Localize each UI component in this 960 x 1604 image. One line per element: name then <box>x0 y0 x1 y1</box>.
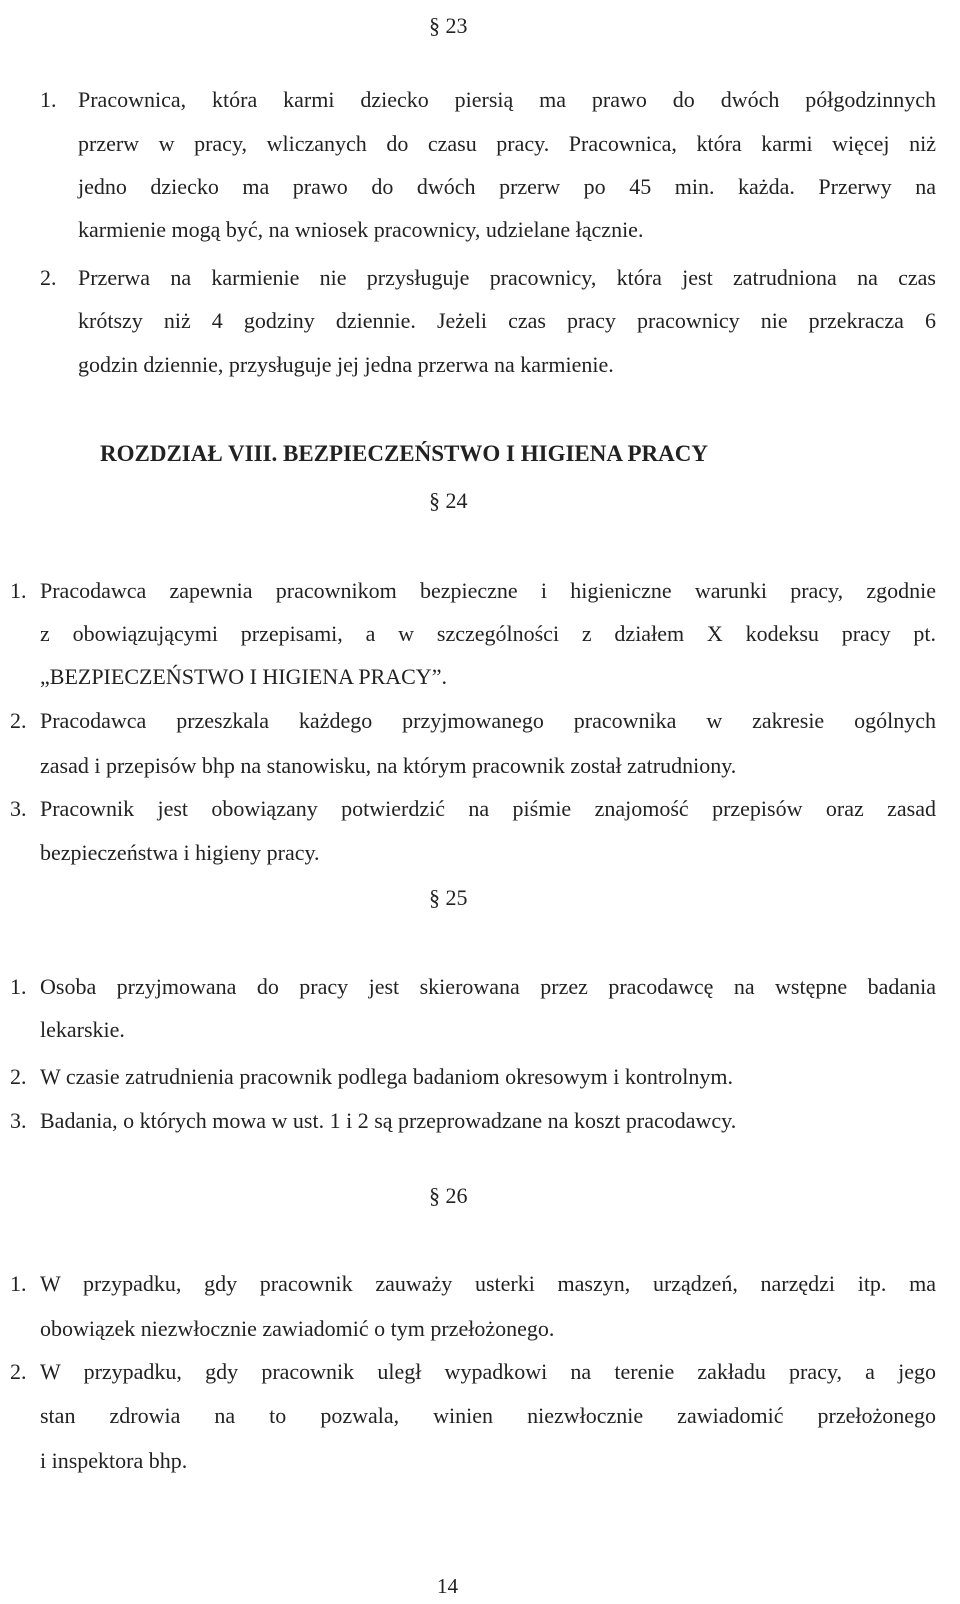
paragraph-line: W przypadku, gdy pracownik zauważy usterki maszyn, urządzeń, narzędzi itp. ma <box>40 1271 936 1296</box>
page-number: 14 <box>437 1574 458 1598</box>
paragraph-line: W czasie zatrudnienia pracownik podlega badaniom okresowym i kontrolnym. <box>40 1064 733 1089</box>
section-symbol: § 24 <box>429 488 468 513</box>
paragraph-line: Pracownik jest obowiązany potwierdzić na piśmie znajomość przepisów oraz zasad <box>40 796 936 821</box>
paragraph-line: zasad i przepisów bhp na stanowisku, na którym pracownik został zatrudniony. <box>40 753 737 778</box>
section-symbol: § 25 <box>429 885 468 910</box>
paragraph-line: Pracodawca zapewnia pracownikom bezpieczne i higieniczne warunki pracy, zgodnie <box>40 578 936 603</box>
list-item-number: 2. <box>10 1064 27 1089</box>
paragraph-line: „BEZPIECZEŃSTWO I HIGIENA PRACY”. <box>40 664 447 689</box>
paragraph-line: Przerwa na karmienie nie przysługuje pracownicy, która jest zatrudniona na czas <box>78 265 936 290</box>
paragraph-line: Badania, o których mowa w ust. 1 i 2 są przeprowadzane na koszt pracodawcy. <box>40 1108 737 1133</box>
list-item-number: 2. <box>10 708 27 733</box>
paragraph-line: W przypadku, gdy pracownik uległ wypadkowi na terenie zakładu pracy, a jego <box>40 1359 936 1384</box>
paragraph-line: obowiązek niezwłocznie zawiadomić o tym przełożonego. <box>40 1316 555 1341</box>
paragraph-line: bezpieczeństwa i higieny pracy. <box>40 840 320 865</box>
paragraph-line: przerw w pracy, wliczanych do czasu pracy. Pracownica, która karmi więcej niż <box>78 131 936 156</box>
section-symbol: § 23 <box>429 13 468 38</box>
section-symbol: § 26 <box>429 1183 468 1208</box>
paragraph-line: krótszy niż 4 godziny dziennie. Jeżeli czas pracy pracownicy nie przekracza 6 <box>78 308 936 333</box>
list-item-number: 1. <box>10 1271 27 1296</box>
paragraph-line: Pracownica, która karmi dziecko piersią ma prawo do dwóch półgodzinnych <box>78 87 936 112</box>
list-item-number: 1. <box>10 578 27 603</box>
list-item-number: 3. <box>10 1108 27 1133</box>
chapter-heading: ROZDZIAŁ VIII. BEZPIECZEŃSTWO I HIGIENA PRACY <box>100 441 708 466</box>
paragraph-line: godzin dziennie, przysługuje jej jedna przerwa na karmienie. <box>78 352 614 377</box>
paragraph-line: stan zdrowia na to pozwala, winien niezwłocznie zawiadomić przełożonego <box>40 1403 936 1428</box>
paragraph-line: i inspektora bhp. <box>40 1448 188 1473</box>
paragraph-line: jedno dziecko ma prawo do dwóch przerw po 45 min. każda. Przerwy na <box>78 174 936 199</box>
paragraph-line: Pracodawca przeszkala każdego przyjmowanego pracownika w zakresie ogólnych <box>40 708 936 733</box>
list-item-number: 1. <box>40 87 57 112</box>
list-item-number: 2. <box>10 1359 27 1384</box>
paragraph-line: karmienie mogą być, na wniosek pracownicy, udzielane łącznie. <box>78 217 644 242</box>
paragraph-line: lekarskie. <box>40 1017 125 1042</box>
paragraph-line: Osoba przyjmowana do pracy jest skierowana przez pracodawcę na wstępne badania <box>40 974 936 999</box>
list-item-number: 2. <box>40 265 57 290</box>
list-item-number: 3. <box>10 796 27 821</box>
paragraph-line: z obowiązującymi przepisami, a w szczególności z działem X kodeksu pracy pt. <box>40 621 936 646</box>
list-item-number: 1. <box>10 974 27 999</box>
